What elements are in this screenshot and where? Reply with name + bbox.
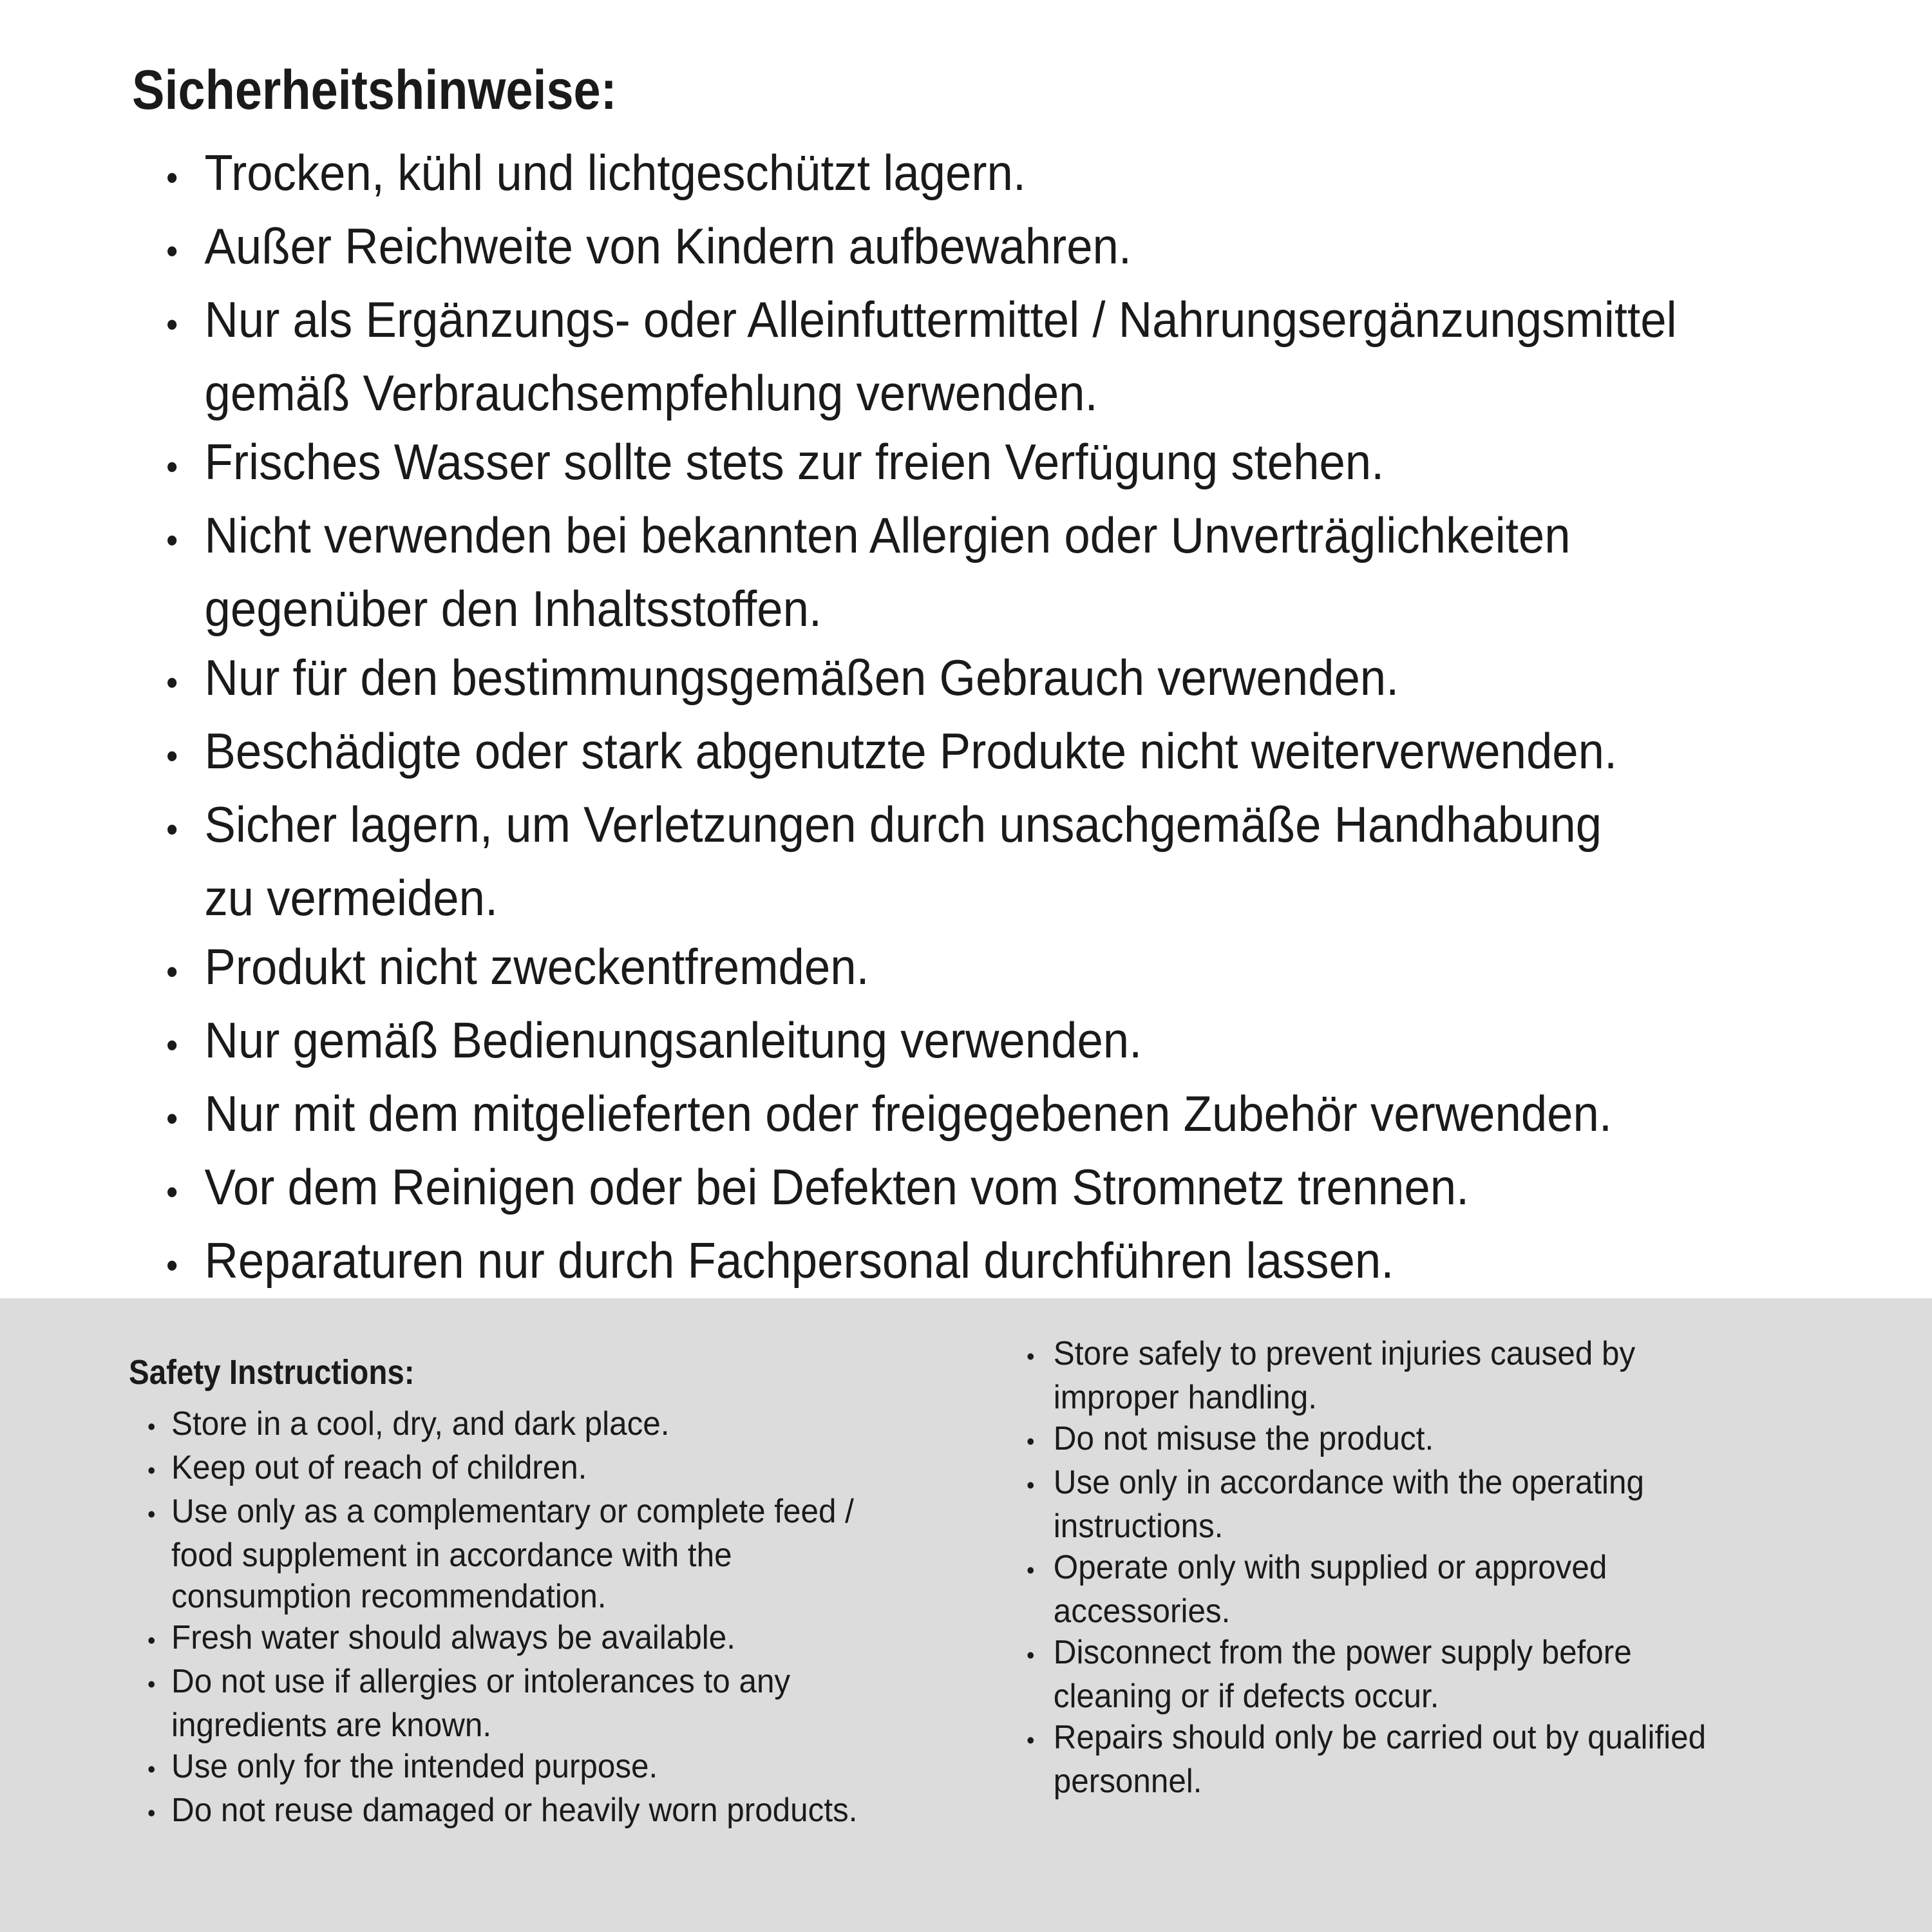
- list-item-text: Produkt nicht zweckentfremden.: [204, 938, 869, 995]
- english-heading: Safety Instructions:: [129, 1353, 415, 1392]
- list-item-text: improper handling.: [1053, 1379, 1317, 1416]
- bullet-icon: •: [147, 1756, 156, 1783]
- list-item-text: Reparaturen nur durch Fachpersonal durchführen lassen.: [204, 1232, 1394, 1289]
- list-item: [166, 1079, 1677, 1153]
- bullet-icon: •: [1027, 1472, 1035, 1499]
- list-item-text: Vor dem Reinigen oder bei Defekten vom Stromnetz trennen.: [204, 1159, 1470, 1215]
- list-item-text: Sicher lagern, um Verletzungen durch unsachgemäße Handhabung: [204, 796, 1602, 853]
- bullet-icon: •: [1027, 1343, 1035, 1370]
- list-item-text: Do not use if allergies or intolerances to any: [171, 1663, 791, 1700]
- list-item-text: Beschädigte oder stark abgenutzte Produkte nicht weiterverwenden.: [204, 723, 1618, 779]
- list-item-text: Store safely to prevent injuries caused by: [1053, 1335, 1636, 1372]
- list-item-continuation: [1027, 1377, 1706, 1418]
- list-item: [166, 285, 1677, 359]
- bullet-icon: •: [147, 1457, 156, 1484]
- list-item-text: ingredients are known.: [171, 1707, 492, 1744]
- list-item: [166, 1226, 1677, 1300]
- list-item-text: Use only in accordance with the operating: [1053, 1464, 1644, 1501]
- bullet-icon: •: [166, 1098, 178, 1139]
- list-item: [1027, 1333, 1706, 1377]
- list-item: [166, 717, 1677, 790]
- list-item-text: Frisches Wasser sollte stets zur freien Verfügung stehen.: [204, 433, 1385, 490]
- english-safety-list-right: [1027, 1333, 1706, 1802]
- german-safety-list: [166, 138, 1677, 1300]
- list-item: [166, 643, 1677, 717]
- bullet-icon: •: [147, 1671, 156, 1698]
- list-item: [1027, 1632, 1706, 1676]
- list-item-text: Do not reuse damaged or heavily worn products.: [171, 1792, 858, 1829]
- list-item-text: Operate only with supplied or approved: [1053, 1549, 1607, 1586]
- list-item: [147, 1617, 857, 1661]
- list-item-text: Nur als Ergänzungs- oder Alleinfuttermittel / Nahrungsergänzungsmittel: [204, 291, 1677, 348]
- list-item-continuation: [1027, 1676, 1706, 1717]
- list-item-continuation: [1027, 1761, 1706, 1802]
- list-item: [147, 1403, 857, 1447]
- list-item-continuation: [1027, 1506, 1706, 1547]
- list-item: [166, 933, 1677, 1006]
- list-item-continuation: [166, 574, 1677, 643]
- list-item: [1027, 1462, 1706, 1506]
- list-item-text: accessories.: [1053, 1593, 1231, 1630]
- list-item-text: gemäß Verbrauchsempfehlung verwenden.: [204, 365, 1098, 421]
- list-item-text: Nur mit dem mitgelieferten oder freigegebenen Zubehör verwenden.: [204, 1085, 1613, 1142]
- list-item: [147, 1447, 857, 1491]
- bullet-icon: •: [147, 1627, 156, 1654]
- bullet-icon: •: [166, 520, 178, 560]
- list-item-continuation: [166, 359, 1677, 428]
- bullet-icon: •: [166, 662, 178, 703]
- list-item-continuation: [147, 1576, 857, 1617]
- list-item: [166, 138, 1677, 212]
- list-item-continuation: [1027, 1591, 1706, 1632]
- list-item: [166, 1006, 1677, 1079]
- list-item-text: consumption recommendation.: [171, 1578, 607, 1615]
- list-item: [147, 1491, 857, 1535]
- list-item: [147, 1661, 857, 1705]
- list-item-text: Repairs should only be carried out by qualified: [1053, 1719, 1707, 1756]
- german-heading: Sicherheitshinweise:: [132, 59, 617, 121]
- bullet-icon: •: [166, 1245, 178, 1285]
- list-item-text: Do not misuse the product.: [1053, 1420, 1434, 1457]
- list-item: [166, 501, 1677, 574]
- bullet-icon: •: [166, 231, 178, 271]
- list-item: [166, 428, 1677, 501]
- list-item-text: Nur gemäß Bedienungsanleitung verwenden.: [204, 1012, 1142, 1068]
- bullet-icon: •: [1027, 1727, 1035, 1754]
- list-item-text: cleaning or if defects occur.: [1053, 1678, 1439, 1715]
- list-item-text: Use only as a complementary or complete feed /: [171, 1493, 854, 1530]
- bullet-icon: •: [166, 1171, 178, 1212]
- list-item-text: Use only for the intended purpose.: [171, 1748, 658, 1785]
- list-item: [166, 212, 1677, 285]
- bullet-icon: •: [1027, 1557, 1035, 1584]
- list-item-text: Store in a cool, dry, and dark place.: [171, 1405, 670, 1443]
- bullet-icon: •: [1027, 1428, 1035, 1455]
- bullet-icon: •: [166, 735, 178, 776]
- bullet-icon: •: [147, 1799, 156, 1826]
- list-item: [1027, 1418, 1706, 1462]
- list-item: [166, 1153, 1677, 1226]
- list-item-text: Disconnect from the power supply before: [1053, 1634, 1632, 1671]
- bullet-icon: •: [147, 1501, 156, 1528]
- list-item-continuation: [147, 1535, 857, 1576]
- list-item: [147, 1746, 857, 1790]
- english-safety-list-left: [147, 1403, 857, 1833]
- list-item-text: personnel.: [1053, 1763, 1202, 1800]
- list-item-text: Nicht verwenden bei bekannten Allergien oder Unverträglichkeiten: [204, 507, 1571, 564]
- list-item-text: instructions.: [1053, 1508, 1224, 1545]
- list-item-text: food supplement in accordance with the: [171, 1537, 732, 1574]
- list-item: [147, 1790, 857, 1833]
- bullet-icon: •: [166, 809, 178, 849]
- list-item: [1027, 1547, 1706, 1591]
- list-item-text: Nur für den bestimmungsgemäßen Gebrauch verwenden.: [204, 649, 1399, 706]
- list-item-text: Fresh water should always be available.: [171, 1619, 735, 1656]
- list-item: [166, 790, 1677, 864]
- bullet-icon: •: [166, 1025, 178, 1065]
- list-item-continuation: [166, 864, 1677, 933]
- list-item-text: Außer Reichweite von Kindern aufbewahren.: [204, 218, 1132, 274]
- list-item-text: zu vermeiden.: [204, 869, 498, 926]
- list-item-text: Keep out of reach of children.: [171, 1449, 587, 1486]
- bullet-icon: •: [1027, 1642, 1035, 1669]
- list-item-text: gegenüber den Inhaltsstoffen.: [204, 580, 822, 637]
- bullet-icon: •: [166, 951, 178, 992]
- bullet-icon: •: [166, 446, 178, 487]
- list-item: [1027, 1717, 1706, 1761]
- bullet-icon: •: [166, 157, 178, 198]
- list-item-continuation: [147, 1705, 857, 1746]
- bullet-icon: •: [147, 1413, 156, 1440]
- bullet-icon: •: [166, 304, 178, 345]
- list-item-text: Trocken, kühl und lichtgeschützt lagern.: [204, 144, 1027, 201]
